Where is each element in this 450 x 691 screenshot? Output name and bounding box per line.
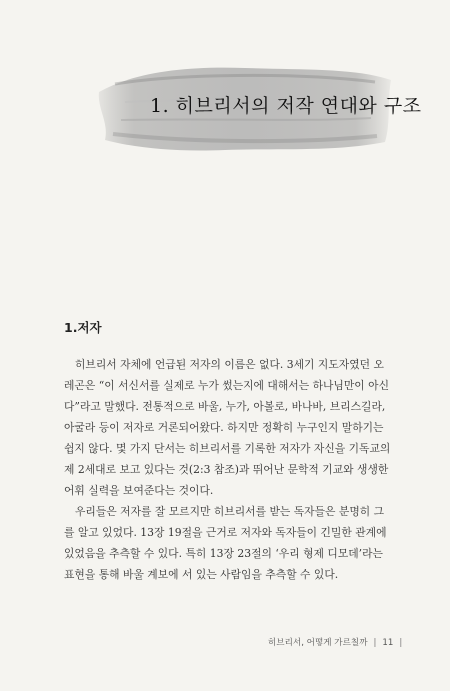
paragraph [64,501,391,585]
chapter-banner [95,62,422,154]
text-line: 우리들은 저자를 잘 모르지만 히브리서를 받는 독자들은 분명히 그 [75,505,385,518]
text-line: 제 2세대로 보고 있다는 것(2:3 참조)과 뛰어난 문학적 기교와 생생한 [64,463,389,476]
text-line: 다”라고 말했다. 전통적으로 바울, 누가, 아볼로, 바나바, 브리스길라, [64,400,386,413]
chapter-title: 1. 히브리서의 저작 연대와 구조 [150,95,422,117]
section-heading: 1.저자 [64,320,102,335]
page-footer [268,636,408,648]
running-title: 히브리서, 어떻게 가르칠까 [268,638,368,648]
paragraph [64,354,391,501]
text-line: 히브리서 자체에 언급된 저자의 이름은 없다. 3세기 지도자였던 오 [75,358,384,371]
text-line: 어휘 실력을 보여준다는 것이다. [64,484,214,497]
text-line: 표현을 통해 바울 계보에 서 있는 사람임을 추측할 수 있다. [64,568,339,581]
text-line: 쉽지 않다. 몇 가지 단서는 히브리서를 기록한 저자가 자신을 기독교의 [64,442,391,455]
text-line: 를 알고 있었다. 13장 19절을 근거로 저자와 독자들이 긴밀한 관계에 [64,526,387,539]
text-line: 레곤은 “이 서신서를 실제로 누가 썼는지에 대해서는 하나님만이 아신 [64,379,390,392]
footer-separator: | [373,638,377,648]
text-line: 있었음을 추측할 수 있다. 특히 13장 23절의 ‘우리 형제 디모데’라는 [64,547,383,560]
page-number: 11 [382,638,394,648]
footer-separator: | [399,638,403,648]
text-line: 아굴라 등이 저자로 거론되어왔다. 하지만 정확히 누구인지 말하기는 [64,421,384,434]
body-text [64,354,391,585]
